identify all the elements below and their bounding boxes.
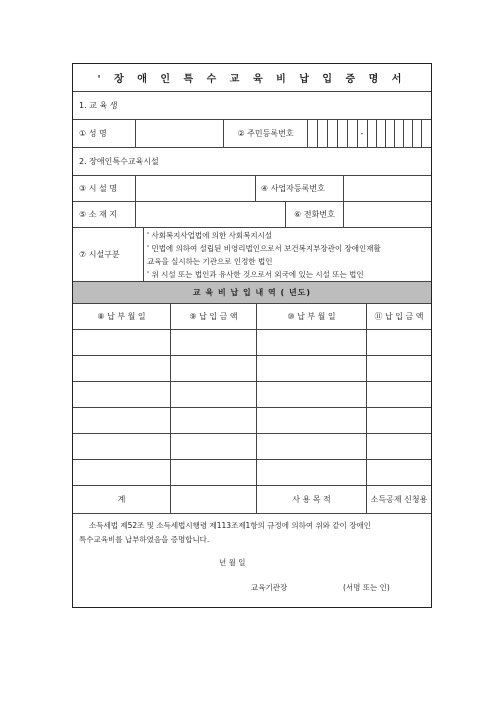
- column-header: ⑧ 납 부 월 일: [97, 312, 146, 321]
- rrn-digit-box[interactable]: [394, 120, 403, 147]
- signature-placeholder[interactable]: (서명 또는 인): [343, 583, 390, 592]
- column-header: ⑨ 납 입 금 액: [170, 304, 256, 329]
- certification-line-1: 소득세법 제52조 및 소득세법시행령 제113조제1항의 규정에 의하여 위와 같이 장애인: [89, 521, 371, 530]
- payment-date-cell[interactable]: [73, 330, 170, 355]
- payment-row: [73, 408, 431, 434]
- payment-amount-cell[interactable]: [366, 460, 431, 485]
- payment-date-cell[interactable]: [256, 330, 366, 355]
- payment-amount-cell[interactable]: [170, 460, 256, 485]
- address-label: ⑤ 소 재 지: [79, 210, 117, 219]
- payment-amount-cell[interactable]: [170, 434, 256, 459]
- payment-date-cell[interactable]: [73, 356, 170, 381]
- rrn-digit-box[interactable]: [317, 120, 327, 147]
- facility-name-row: [73, 176, 431, 202]
- facility-type-options: [143, 228, 431, 281]
- rrn-digit-box[interactable]: [403, 120, 412, 147]
- payment-row: [73, 382, 431, 408]
- payment-date-cell[interactable]: [73, 434, 170, 459]
- phone-field[interactable]: [343, 202, 431, 227]
- payment-heading: 교 육 비 납 입 내 역 ( 년도): [192, 288, 312, 297]
- business-no-field[interactable]: [343, 176, 431, 201]
- rrn-digit-box[interactable]: [376, 120, 385, 147]
- total-amount-cell[interactable]: [170, 486, 256, 513]
- payment-amount-cell[interactable]: [170, 408, 256, 433]
- student-section-row: [73, 92, 431, 120]
- payment-amount-cell[interactable]: [170, 356, 256, 381]
- rrn-digit-box[interactable]: [337, 120, 347, 147]
- payment-amount-cell[interactable]: [366, 382, 431, 407]
- certification-line-2: 특수교육비를 납부하였음을 증명합니다.: [79, 535, 210, 544]
- facility-type-option[interactable]: ' 사회복지사업법에 의한 사회복지시설: [147, 230, 273, 240]
- payment-amount-cell[interactable]: [366, 356, 431, 381]
- total-row: [73, 486, 431, 514]
- rrn-label: ② 주민등록번호: [223, 120, 307, 147]
- payment-row: [73, 356, 431, 382]
- address-row: [73, 202, 431, 228]
- issue-date: 년 월 일: [219, 558, 246, 567]
- phone-label: ⑥ 전화번호: [285, 202, 343, 227]
- facility-section-row: [73, 148, 431, 176]
- rrn-digit-box[interactable]: [421, 120, 431, 147]
- payment-amount-cell[interactable]: [366, 408, 431, 433]
- rrn-digit-box[interactable]: [327, 120, 337, 147]
- rrn-digit-box[interactable]: [385, 120, 394, 147]
- facility-name-label: ③ 시 설 명: [79, 184, 117, 193]
- facility-section-heading: 2. 장애인특수교육시설: [79, 157, 159, 166]
- facility-type-label: ⑦ 시설구분: [79, 250, 120, 259]
- title-row: [73, 64, 431, 92]
- rrn-digit-box[interactable]: [347, 120, 357, 147]
- rrn-digit-box[interactable]: [307, 120, 317, 147]
- payment-date-cell[interactable]: [73, 460, 170, 485]
- payment-amount-cell[interactable]: [170, 382, 256, 407]
- deduction-purpose-value: 소득공제 신청용: [366, 486, 431, 513]
- column-header: ⑩ 납 부 월 일: [256, 304, 366, 329]
- rrn-digit-box[interactable]: [412, 120, 421, 147]
- payment-row: [73, 434, 431, 460]
- payment-row: [73, 330, 431, 356]
- purpose-label: 사 용 목 적: [256, 486, 366, 513]
- payment-date-cell[interactable]: [256, 408, 366, 433]
- payment-date-cell[interactable]: [256, 460, 366, 485]
- facility-type-option[interactable]: ' 위 시설 또는 법인과 유사한 것으로서 외국에 있는 시설 또는 법인: [147, 269, 364, 279]
- name-row: [73, 120, 431, 148]
- column-header: ⑪ 납 입 금 액: [366, 304, 431, 329]
- payment-date-cell[interactable]: [256, 382, 366, 407]
- total-label: 계: [117, 495, 126, 504]
- payment-date-cell[interactable]: [73, 382, 170, 407]
- payment-amount-cell[interactable]: [366, 330, 431, 355]
- certificate-form: [72, 63, 432, 608]
- issuer-label: 교육기관장: [251, 583, 288, 592]
- facility-name-field[interactable]: [135, 176, 255, 201]
- rrn-dash: -: [360, 129, 364, 138]
- payment-header-row: [73, 304, 431, 330]
- form-title: ' 장 애 인 특 수 교 육 비 납 입 증 명 서: [97, 74, 407, 85]
- payment-amount-cell[interactable]: [170, 330, 256, 355]
- facility-type-option[interactable]: ' 민법에 의하여 설립된 비영리법인으로서 보건복지부장관이 장애인재활: [147, 243, 381, 253]
- payment-date-cell[interactable]: [256, 356, 366, 381]
- payment-amount-cell[interactable]: [366, 434, 431, 459]
- payment-row: [73, 460, 431, 486]
- address-field[interactable]: [135, 202, 285, 227]
- name-field[interactable]: [135, 120, 223, 147]
- rrn-digit-box[interactable]: [367, 120, 376, 147]
- business-no-label: ④ 사업자등록번호: [255, 176, 343, 201]
- name-label: ① 성 명: [79, 129, 107, 138]
- facility-type-row: [73, 228, 431, 282]
- payment-date-cell[interactable]: [73, 408, 170, 433]
- payment-heading-row: [73, 282, 431, 304]
- payment-date-cell[interactable]: [256, 434, 366, 459]
- facility-type-option-continued: 교육을 실시하는 기관으로 인정한 법인: [147, 256, 273, 266]
- student-section-heading: 1. 교 육 생: [79, 101, 118, 110]
